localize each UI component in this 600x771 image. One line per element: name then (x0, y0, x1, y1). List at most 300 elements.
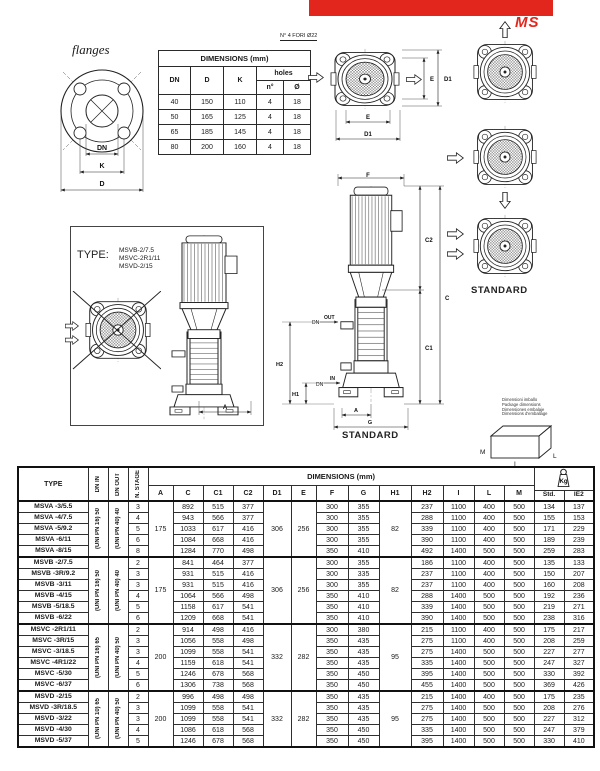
flange-dn-label: DN (96, 145, 108, 152)
flange-cell: 65 (159, 125, 191, 140)
cell-c1: 618 (203, 658, 233, 669)
cell-c: 1284 (173, 546, 203, 558)
cell-c2: 416 (233, 624, 263, 636)
cell-g: 355 (348, 535, 379, 546)
flange-col-holes: holes (257, 67, 311, 81)
cell-h2: 237 (411, 580, 443, 591)
cell-f: 350 (316, 591, 348, 602)
dim-d1-vertical-label: D1 (444, 77, 452, 83)
cell-c2: 541 (233, 703, 263, 714)
package-note-line: Package dimensions (502, 401, 541, 407)
flange-cell: 200 (191, 140, 224, 155)
cell-f: 300 (316, 513, 348, 524)
cell-h2: 237 (411, 501, 443, 513)
cell-type: MSVB -3R/9.2 (18, 569, 88, 580)
cell-i: 1400 (443, 703, 474, 714)
cell-h2: 335 (411, 725, 443, 736)
cell-a: 200 (148, 691, 173, 747)
cell-l: 500 (474, 669, 504, 680)
cell-h2: 288 (411, 513, 443, 524)
cell-f: 300 (316, 557, 348, 569)
rotated-value-text: (UNI PN 40) 40 (115, 508, 121, 550)
col-header-c2: C2 (233, 486, 263, 502)
cell-m: 500 (504, 591, 534, 602)
package-dimension-note (502, 398, 548, 417)
cell-type: MSVC -3/18.5 (18, 647, 88, 658)
cell-std: 330 (534, 736, 564, 748)
pump-top-view-dimensioned (306, 44, 458, 154)
pump-top-view-up (463, 20, 547, 110)
flange-dimensions-table (158, 50, 311, 155)
cell-l: 500 (474, 725, 504, 736)
cell-f: 350 (316, 725, 348, 736)
cell-i: 1400 (443, 658, 474, 669)
table-row (18, 557, 594, 569)
cell-c2: 416 (233, 580, 263, 591)
cell-g: 380 (348, 624, 379, 636)
cell-stage: 5 (128, 736, 148, 748)
pkg-l-label: L (553, 453, 557, 460)
cell-f: 300 (316, 624, 348, 636)
col-header-rotated-1 (108, 467, 128, 501)
col-header-rotated-0 (88, 467, 108, 501)
cell-ie2: 137 (564, 501, 594, 513)
cell-stage: 5 (128, 524, 148, 535)
col-header-g: G (348, 486, 379, 502)
cell-ie2: 153 (564, 513, 594, 524)
cell-c1: 618 (203, 725, 233, 736)
flange-cell: 18 (284, 110, 311, 125)
cell-stage: 6 (128, 613, 148, 625)
cell-m: 500 (504, 513, 534, 524)
cell-c2: 377 (233, 513, 263, 524)
cell-c2: 541 (233, 714, 263, 725)
cell-std: 208 (534, 636, 564, 647)
kg-header (534, 467, 594, 491)
cell-ie2: 259 (564, 636, 594, 647)
cell-f: 350 (316, 602, 348, 613)
cell-i: 1100 (443, 513, 474, 524)
col-header-l: L (474, 486, 504, 502)
cell-g: 355 (348, 557, 379, 569)
cell-f: 300 (316, 580, 348, 591)
cell-c1: 566 (203, 591, 233, 602)
cell-ie2: 327 (564, 658, 594, 669)
cell-l: 500 (474, 703, 504, 714)
cell-c: 1056 (173, 636, 203, 647)
cell-std: 369 (534, 680, 564, 692)
table-row (18, 501, 594, 513)
cell-c2: 498 (233, 636, 263, 647)
cell-h2: 275 (411, 636, 443, 647)
cell-h1: 82 (379, 557, 411, 624)
cell-stage: 3 (128, 501, 148, 513)
cell-m: 500 (504, 669, 534, 680)
cell-a: 200 (148, 624, 173, 691)
cell-std: 150 (534, 569, 564, 580)
cell-i: 1400 (443, 725, 474, 736)
cell-i: 1400 (443, 736, 474, 748)
cell-type: MSVC -2R1/11 (18, 624, 88, 636)
cell-f: 300 (316, 501, 348, 513)
cell-ie2: 283 (564, 546, 594, 558)
dim-out-label: OUT (324, 315, 335, 321)
cell-std: 160 (534, 580, 564, 591)
cell-h2: 215 (411, 624, 443, 636)
cell-ie2: 410 (564, 736, 594, 748)
cell-stage: 4 (128, 725, 148, 736)
flange-cell: 110 (224, 95, 257, 110)
cell-f: 350 (316, 647, 348, 658)
cell-type: MSVC -3R/15 (18, 636, 88, 647)
col-header-weight-sub: IE2 (564, 491, 594, 502)
cell-h2: 455 (411, 680, 443, 692)
cell-m: 500 (504, 524, 534, 535)
cell-stage: 3 (128, 569, 148, 580)
dim-c1-label: C1 (425, 346, 433, 352)
cell-ie2: 133 (564, 557, 594, 569)
cell-h2: 390 (411, 535, 443, 546)
cell-c2: 541 (233, 602, 263, 613)
cell-c: 1159 (173, 658, 203, 669)
cell-h2: 335 (411, 658, 443, 669)
cell-f: 350 (316, 680, 348, 692)
cell-c2: 541 (233, 647, 263, 658)
cell-g: 435 (348, 691, 379, 703)
cell-h2: 492 (411, 546, 443, 558)
hole-note: N° 4 FORI Ø22 (280, 33, 318, 39)
cell-a: 175 (148, 557, 173, 624)
cell-g: 435 (348, 636, 379, 647)
cell-i: 1100 (443, 636, 474, 647)
cell-ie2: 235 (564, 691, 594, 703)
cell-i: 1400 (443, 546, 474, 558)
cell-c2: 416 (233, 535, 263, 546)
cell-l: 400 (474, 580, 504, 591)
cell-dn_out (108, 501, 128, 557)
cell-f: 300 (316, 535, 348, 546)
standard-label-right: STANDARD (471, 285, 528, 296)
dim-c2-label: C2 (425, 238, 433, 244)
cell-std: 227 (534, 714, 564, 725)
cell-stage: 3 (128, 714, 148, 725)
cell-c2: 541 (233, 658, 263, 669)
cell-d1: 332 (263, 624, 291, 691)
cell-dn_out (108, 691, 128, 747)
cell-type: MSVC -4R1/22 (18, 658, 88, 669)
cell-std: 247 (534, 658, 564, 669)
cell-l: 400 (474, 501, 504, 513)
rotated-header-text: N. STAGE (135, 470, 141, 498)
col-header-i: I (443, 486, 474, 502)
cell-g: 435 (348, 658, 379, 669)
cell-c: 1099 (173, 647, 203, 658)
cell-h2: 339 (411, 602, 443, 613)
cell-dn_in (88, 501, 108, 557)
col-header-f: F (316, 486, 348, 502)
flange-cell: 50 (159, 110, 191, 125)
flange-cell: 80 (159, 140, 191, 155)
cell-f: 300 (316, 569, 348, 580)
cell-c1: 515 (203, 501, 233, 513)
col-header-e: E (291, 486, 316, 502)
cell-l: 500 (474, 714, 504, 725)
cell-std: 192 (534, 591, 564, 602)
dim-f-label: F (366, 173, 370, 179)
rotated-value-text: (UNI PN 40) 40 (115, 569, 121, 611)
cell-c1: 515 (203, 569, 233, 580)
cell-c: 892 (173, 501, 203, 513)
cell-dn_in (88, 557, 108, 624)
cell-l: 400 (474, 557, 504, 569)
cell-h2: 390 (411, 613, 443, 625)
cell-std: 208 (534, 703, 564, 714)
cell-h2: 275 (411, 703, 443, 714)
cell-std: 247 (534, 725, 564, 736)
cell-m: 500 (504, 546, 534, 558)
cell-c1: 464 (203, 557, 233, 569)
cell-ie2: 239 (564, 535, 594, 546)
type-box-label: TYPE: (77, 249, 109, 261)
cell-ie2: 207 (564, 569, 594, 580)
cell-h2: 339 (411, 524, 443, 535)
cell-f: 350 (316, 703, 348, 714)
cell-e: 282 (291, 691, 316, 747)
cell-c1: 678 (203, 669, 233, 680)
cell-d1: 306 (263, 501, 291, 557)
cell-m: 500 (504, 680, 534, 692)
cell-m: 500 (504, 714, 534, 725)
cell-i: 1100 (443, 580, 474, 591)
cell-h1: 95 (379, 624, 411, 691)
cell-c1: 678 (203, 736, 233, 748)
cell-c: 931 (173, 580, 203, 591)
cell-l: 400 (474, 524, 504, 535)
cell-c1: 617 (203, 602, 233, 613)
flange-col-d: D (191, 67, 224, 95)
type-box (70, 226, 264, 426)
col-header-c1: C1 (203, 486, 233, 502)
cell-stage: 4 (128, 513, 148, 524)
brand-logo: MS (515, 14, 540, 31)
cell-c: 1099 (173, 703, 203, 714)
cell-stage: 6 (128, 535, 148, 546)
cell-f: 350 (316, 669, 348, 680)
cell-c2: 377 (233, 501, 263, 513)
cell-m: 500 (504, 580, 534, 591)
cell-g: 355 (348, 513, 379, 524)
cell-h2: 275 (411, 647, 443, 658)
cell-stage: 3 (128, 580, 148, 591)
rotated-value-text: (UNI PN 16) 50 (95, 508, 101, 550)
cell-ie2: 312 (564, 714, 594, 725)
cell-c: 1099 (173, 714, 203, 725)
pump-side-view-dimensioned (262, 172, 462, 434)
cell-std: 135 (534, 557, 564, 569)
cell-h2: 186 (411, 557, 443, 569)
cell-i: 1400 (443, 669, 474, 680)
flanges-label: flanges (72, 42, 110, 57)
table-row (18, 624, 594, 636)
flange-col-k: K (224, 67, 257, 95)
cell-type: MSVA -6/11 (18, 535, 88, 546)
rotated-value-text: (UNI PN 10) 65 (95, 698, 101, 740)
flange-cell: 145 (224, 125, 257, 140)
cell-g: 355 (348, 524, 379, 535)
col-header-m: M (504, 486, 534, 502)
cell-c: 841 (173, 557, 203, 569)
flange-table-row (159, 110, 311, 125)
cell-dn_out (108, 557, 128, 624)
cell-dn_in (88, 691, 108, 747)
cell-dn_in (88, 624, 108, 691)
cell-m: 500 (504, 535, 534, 546)
cell-i: 1100 (443, 624, 474, 636)
cell-h2: 275 (411, 714, 443, 725)
dim-in-label: IN (330, 376, 335, 382)
rotated-header-text: DN OUT (115, 472, 121, 496)
cell-m: 500 (504, 658, 534, 669)
cell-c: 1209 (173, 613, 203, 625)
cell-m: 500 (504, 725, 534, 736)
cell-a: 175 (148, 501, 173, 557)
rotated-value-text: (UNI PN 16) 65 (95, 636, 101, 678)
dimensions-header: DIMENSIONS (mm) (148, 467, 534, 486)
cell-i: 1100 (443, 569, 474, 580)
cell-i: 1100 (443, 557, 474, 569)
cell-c: 1306 (173, 680, 203, 692)
cell-std: 330 (534, 669, 564, 680)
flange-cell: 4 (257, 125, 284, 140)
cell-c1: 558 (203, 714, 233, 725)
cell-type: MSVA -8/15 (18, 546, 88, 558)
cell-g: 450 (348, 725, 379, 736)
cell-ie2: 271 (564, 602, 594, 613)
flange-cell: 40 (159, 95, 191, 110)
cell-stage: 5 (128, 669, 148, 680)
cell-l: 500 (474, 546, 504, 558)
cell-type: MSVD -3R/18.5 (18, 703, 88, 714)
dim-e-horizontal-label: E (365, 115, 371, 121)
cell-c2: 568 (233, 669, 263, 680)
rotated-value-text: (UNI PN 40) 50 (115, 698, 121, 740)
cell-stage: 8 (128, 546, 148, 558)
dim-e-vertical-label: E (430, 77, 435, 83)
cell-h2: 288 (411, 591, 443, 602)
cell-stage: 5 (128, 602, 148, 613)
cell-ie2: 217 (564, 624, 594, 636)
cell-f: 350 (316, 691, 348, 703)
cell-c: 996 (173, 691, 203, 703)
cell-e: 256 (291, 557, 316, 624)
cell-f: 300 (316, 524, 348, 535)
cell-l: 500 (474, 613, 504, 625)
cell-type: MSVA -5/9.2 (18, 524, 88, 535)
package-note-line: Dimensioni imballo (502, 397, 538, 402)
cell-c: 1086 (173, 725, 203, 736)
cell-l: 400 (474, 513, 504, 524)
cell-i: 1400 (443, 613, 474, 625)
cell-type: MSVB -3/11 (18, 580, 88, 591)
cell-f: 350 (316, 636, 348, 647)
cell-h2: 395 (411, 736, 443, 748)
cell-f: 350 (316, 736, 348, 748)
cell-g: 450 (348, 669, 379, 680)
cell-m: 500 (504, 636, 534, 647)
cell-std: 175 (534, 691, 564, 703)
cell-c1: 738 (203, 680, 233, 692)
kg-unit-label: Kg (559, 478, 568, 486)
cell-type: MSVA -4/7.5 (18, 513, 88, 524)
dim-h2-label: H2 (276, 362, 284, 368)
cell-c1: 566 (203, 513, 233, 524)
col-header-c: C (173, 486, 203, 502)
dim-a-standard-label: A (354, 408, 358, 414)
cell-c1: 515 (203, 580, 233, 591)
cell-i: 1100 (443, 535, 474, 546)
package-box-drawing (477, 420, 561, 468)
cell-i: 1400 (443, 591, 474, 602)
cell-stage: 6 (128, 680, 148, 692)
cell-g: 410 (348, 546, 379, 558)
col-header-a: A (148, 486, 173, 502)
pump-side-view-typebox (169, 235, 239, 421)
cell-l: 500 (474, 591, 504, 602)
cell-ie2: 236 (564, 591, 594, 602)
standard-label-left: STANDARD (342, 430, 399, 441)
cell-h1: 95 (379, 691, 411, 747)
cell-i: 1400 (443, 680, 474, 692)
cell-d1: 306 (263, 557, 291, 624)
main-dimensions-table (17, 466, 595, 748)
cell-c2: 568 (233, 736, 263, 748)
cell-std: 189 (534, 535, 564, 546)
cell-l: 400 (474, 636, 504, 647)
dim-a-label: A (222, 405, 228, 411)
flange-cell: 125 (224, 110, 257, 125)
cell-c2: 377 (233, 557, 263, 569)
cell-c: 1246 (173, 736, 203, 748)
cell-c: 1158 (173, 602, 203, 613)
cell-stage: 2 (128, 691, 148, 703)
cell-l: 400 (474, 691, 504, 703)
cell-c2: 541 (233, 613, 263, 625)
cell-std: 134 (534, 501, 564, 513)
cell-f: 350 (316, 613, 348, 625)
cell-g: 435 (348, 647, 379, 658)
flange-cell: 4 (257, 95, 284, 110)
cell-g: 435 (348, 703, 379, 714)
cell-l: 400 (474, 535, 504, 546)
cell-f: 350 (316, 658, 348, 669)
cell-m: 500 (504, 691, 534, 703)
flange-table-row (159, 125, 311, 140)
cell-c: 914 (173, 624, 203, 636)
cell-g: 450 (348, 736, 379, 748)
flange-cell: 160 (224, 140, 257, 155)
cell-g: 355 (348, 580, 379, 591)
cell-c1: 668 (203, 535, 233, 546)
flange-d-label: D (99, 181, 105, 188)
cell-c1: 770 (203, 546, 233, 558)
cell-c: 1246 (173, 669, 203, 680)
cell-g: 410 (348, 613, 379, 625)
flange-table-row (159, 95, 311, 110)
cell-l: 500 (474, 602, 504, 613)
cell-i: 1400 (443, 647, 474, 658)
cell-type: MSVA -3/5.5 (18, 501, 88, 513)
cell-type: MSVD -2/15 (18, 691, 88, 703)
